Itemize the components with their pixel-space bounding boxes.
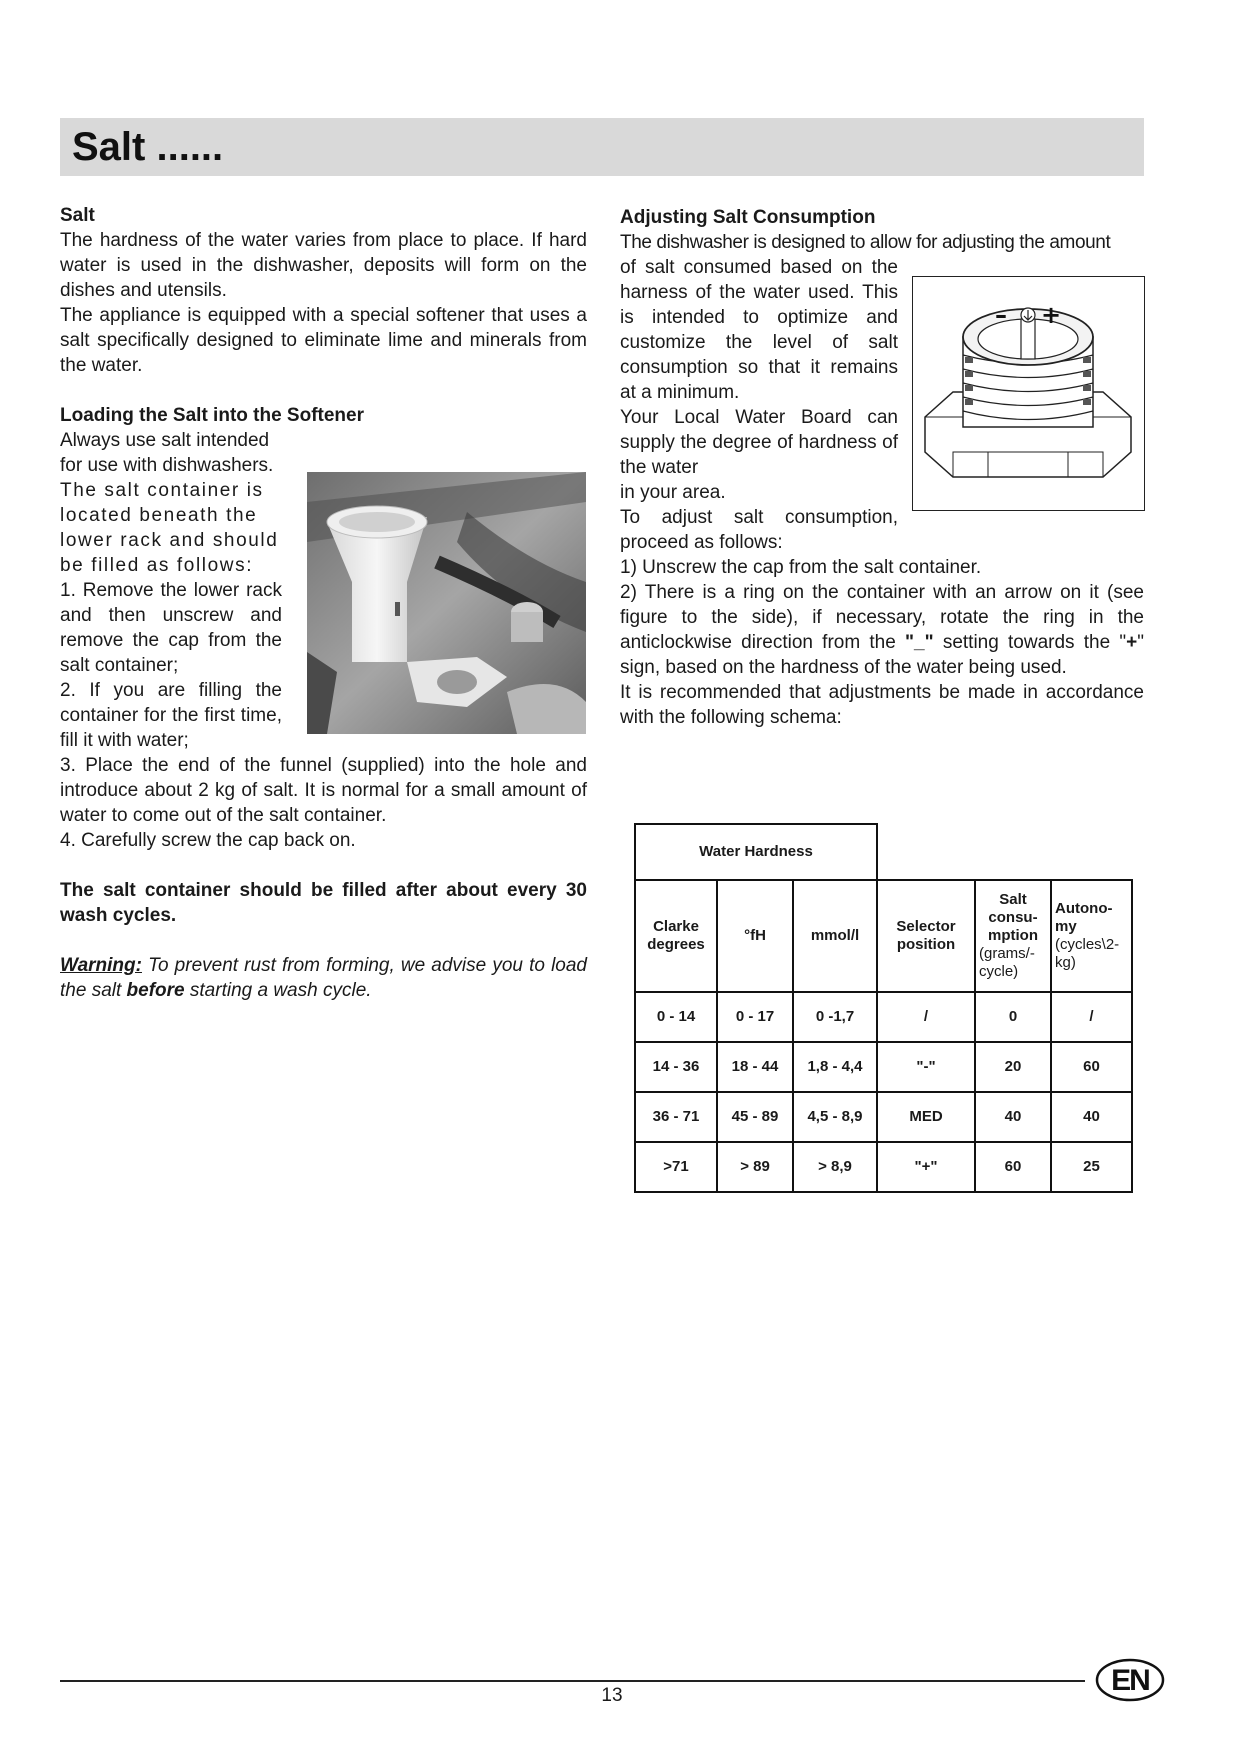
table-cell: 40 xyxy=(975,1092,1051,1142)
loading-step-1: 1. Remove the lower rack and then unscrew and remove the cap from the salt container; xyxy=(60,580,282,676)
table-cell: "+" xyxy=(877,1142,975,1192)
water-hardness-table xyxy=(634,823,1133,1193)
table-blank-cell xyxy=(877,824,1132,880)
language-code: EN xyxy=(1111,1664,1149,1697)
adjust-step-2 xyxy=(620,580,1144,680)
loading-step-4: 4. Carefully screw the cap back on. xyxy=(60,830,356,851)
water-hardness-header: Water Hardness xyxy=(635,824,877,880)
warning-text-a: To prevent rust from forming, we advise you to load the salt xyxy=(60,955,587,1001)
adjust-step-1: 1) Unscrew the cap from the salt container. xyxy=(620,557,982,578)
footer-divider xyxy=(60,1680,1085,1682)
language-badge-icon xyxy=(1095,1658,1165,1702)
header-salt-light: (grams/-cycle) xyxy=(979,945,1035,980)
table-cell: 18 - 44 xyxy=(717,1042,793,1092)
table-row xyxy=(635,1092,1132,1142)
page-title: Salt ...... xyxy=(72,125,224,169)
table-cell: 36 - 71 xyxy=(635,1092,717,1142)
header-salt-bold: Salt consu-mption xyxy=(988,891,1038,944)
header-mmol: mmol/l xyxy=(793,880,877,992)
warning-text-b: starting a wash cycle. xyxy=(184,980,372,1001)
adjust-step-2-c: " sign, based on the hardness of the water being used. xyxy=(620,632,1145,678)
table-row xyxy=(635,1142,1132,1192)
table-cell: > 89 xyxy=(717,1142,793,1192)
table-cell: MED xyxy=(877,1092,975,1142)
adjust-paragraph-1-line: The dishwasher is designed to allow for adjusting the amount xyxy=(620,232,1111,253)
loading-heading: Loading the Salt into the Softener xyxy=(60,405,364,426)
adjust-paragraph-1-rest: of salt consumed based on the harness of the water used. This is intended to optimize and customize the level of salt consumption so that it remains at a minimum. xyxy=(620,257,898,403)
table-cell: "-" xyxy=(877,1042,975,1092)
header-autonomy-light: (cycles\2-kg) xyxy=(1055,936,1120,971)
minus-sign: "_" xyxy=(905,632,934,653)
table-cell: 0 -1,7 xyxy=(793,992,877,1042)
loading-line-1: Always use salt intended xyxy=(60,430,270,451)
salt-cap-illustration xyxy=(913,277,1143,509)
table-cell: 45 - 89 xyxy=(717,1092,793,1142)
loading-step-2: 2. If you are filling the container for the first time, fill it with water; xyxy=(60,680,282,751)
salt-paragraph-2: The appliance is equipped with a special softener that uses a salt specifically designed to eliminate lime and minerals from the water. xyxy=(60,305,587,376)
page-number: 13 xyxy=(601,1685,623,1706)
table-cell: 14 - 36 xyxy=(635,1042,717,1092)
adjust-paragraph-2: Your Local Water Board can supply the degree of hardness of the water xyxy=(620,407,898,478)
table-cell: / xyxy=(1051,992,1132,1042)
salt-paragraph-1: The hardness of the water varies from place to place. If hard water is used in the dishwasher, deposits will form on the dishes and utensils. xyxy=(60,230,587,301)
header-clarke: Clarke degrees xyxy=(635,880,717,992)
salt-cap-diagram xyxy=(912,276,1145,511)
header-selector: Selector position xyxy=(877,880,975,992)
header-fh: °fH xyxy=(717,880,793,992)
table-cell: 40 xyxy=(1051,1092,1132,1142)
loading-step-3: 3. Place the end of the funnel (supplied) into the hole and introduce about 2 kg of salt. It is normal for a small amount of water to come out of the salt container. xyxy=(60,755,587,826)
loading-line-3: The salt container is located beneath the lower rack and should be filled as follows: xyxy=(60,480,279,576)
table-cell: 1,8 - 4,4 xyxy=(793,1042,877,1092)
diagram-plus-label: + xyxy=(1041,301,1062,329)
header-autonomy xyxy=(1051,880,1132,992)
adjust-paragraph-2b: in your area. xyxy=(620,482,726,503)
adjust-step-2-b: setting towards the " xyxy=(933,632,1127,653)
table-group-header-row xyxy=(635,824,1132,880)
salt-heading: Salt xyxy=(60,205,95,226)
diagram-minus-label: – xyxy=(995,301,1007,329)
table-cell: 60 xyxy=(975,1142,1051,1192)
table-cell: >71 xyxy=(635,1142,717,1192)
salt-container-photo-image xyxy=(307,472,586,734)
table-cell: 20 xyxy=(975,1042,1051,1092)
title-bar xyxy=(60,118,1144,176)
table-row xyxy=(635,1042,1132,1092)
adjust-step-3: It is recommended that adjustments be made in accordance with the following schema: xyxy=(620,682,1144,728)
warning-label: Warning: xyxy=(60,955,142,976)
table-row xyxy=(635,992,1132,1042)
header-salt xyxy=(975,880,1051,992)
salt-container-photo xyxy=(307,472,586,734)
warning-bold: before xyxy=(126,980,185,1001)
table-cell: 60 xyxy=(1051,1042,1132,1092)
table-cell: > 8,9 xyxy=(793,1142,877,1192)
header-autonomy-bold: Autono-my xyxy=(1055,900,1113,935)
table-cell: 4,5 - 8,9 xyxy=(793,1092,877,1142)
plus-sign: + xyxy=(1126,632,1138,653)
adjust-paragraph-3: To adjust salt consumption, proceed as follows: xyxy=(620,507,898,553)
table-cell: 0 - 17 xyxy=(717,992,793,1042)
table-header-row xyxy=(635,880,1132,992)
refill-note: The salt container should be filled after about every 30 wash cycles. xyxy=(60,880,587,926)
table-cell: 0 xyxy=(975,992,1051,1042)
loading-line-2: for use with dishwashers. xyxy=(60,455,274,476)
table-cell: 0 - 14 xyxy=(635,992,717,1042)
adjust-heading: Adjusting Salt Consumption xyxy=(620,207,876,228)
warning-paragraph xyxy=(60,953,587,1003)
adjust-step-2-a: 2) There is a ring on the container with an arrow on it (see figure to the side), if necessary, rotate the ring in the anticlockwise direction from the xyxy=(620,582,1144,653)
table-cell: 25 xyxy=(1051,1142,1132,1192)
table-cell: / xyxy=(877,992,975,1042)
language-badge xyxy=(1095,1658,1165,1702)
